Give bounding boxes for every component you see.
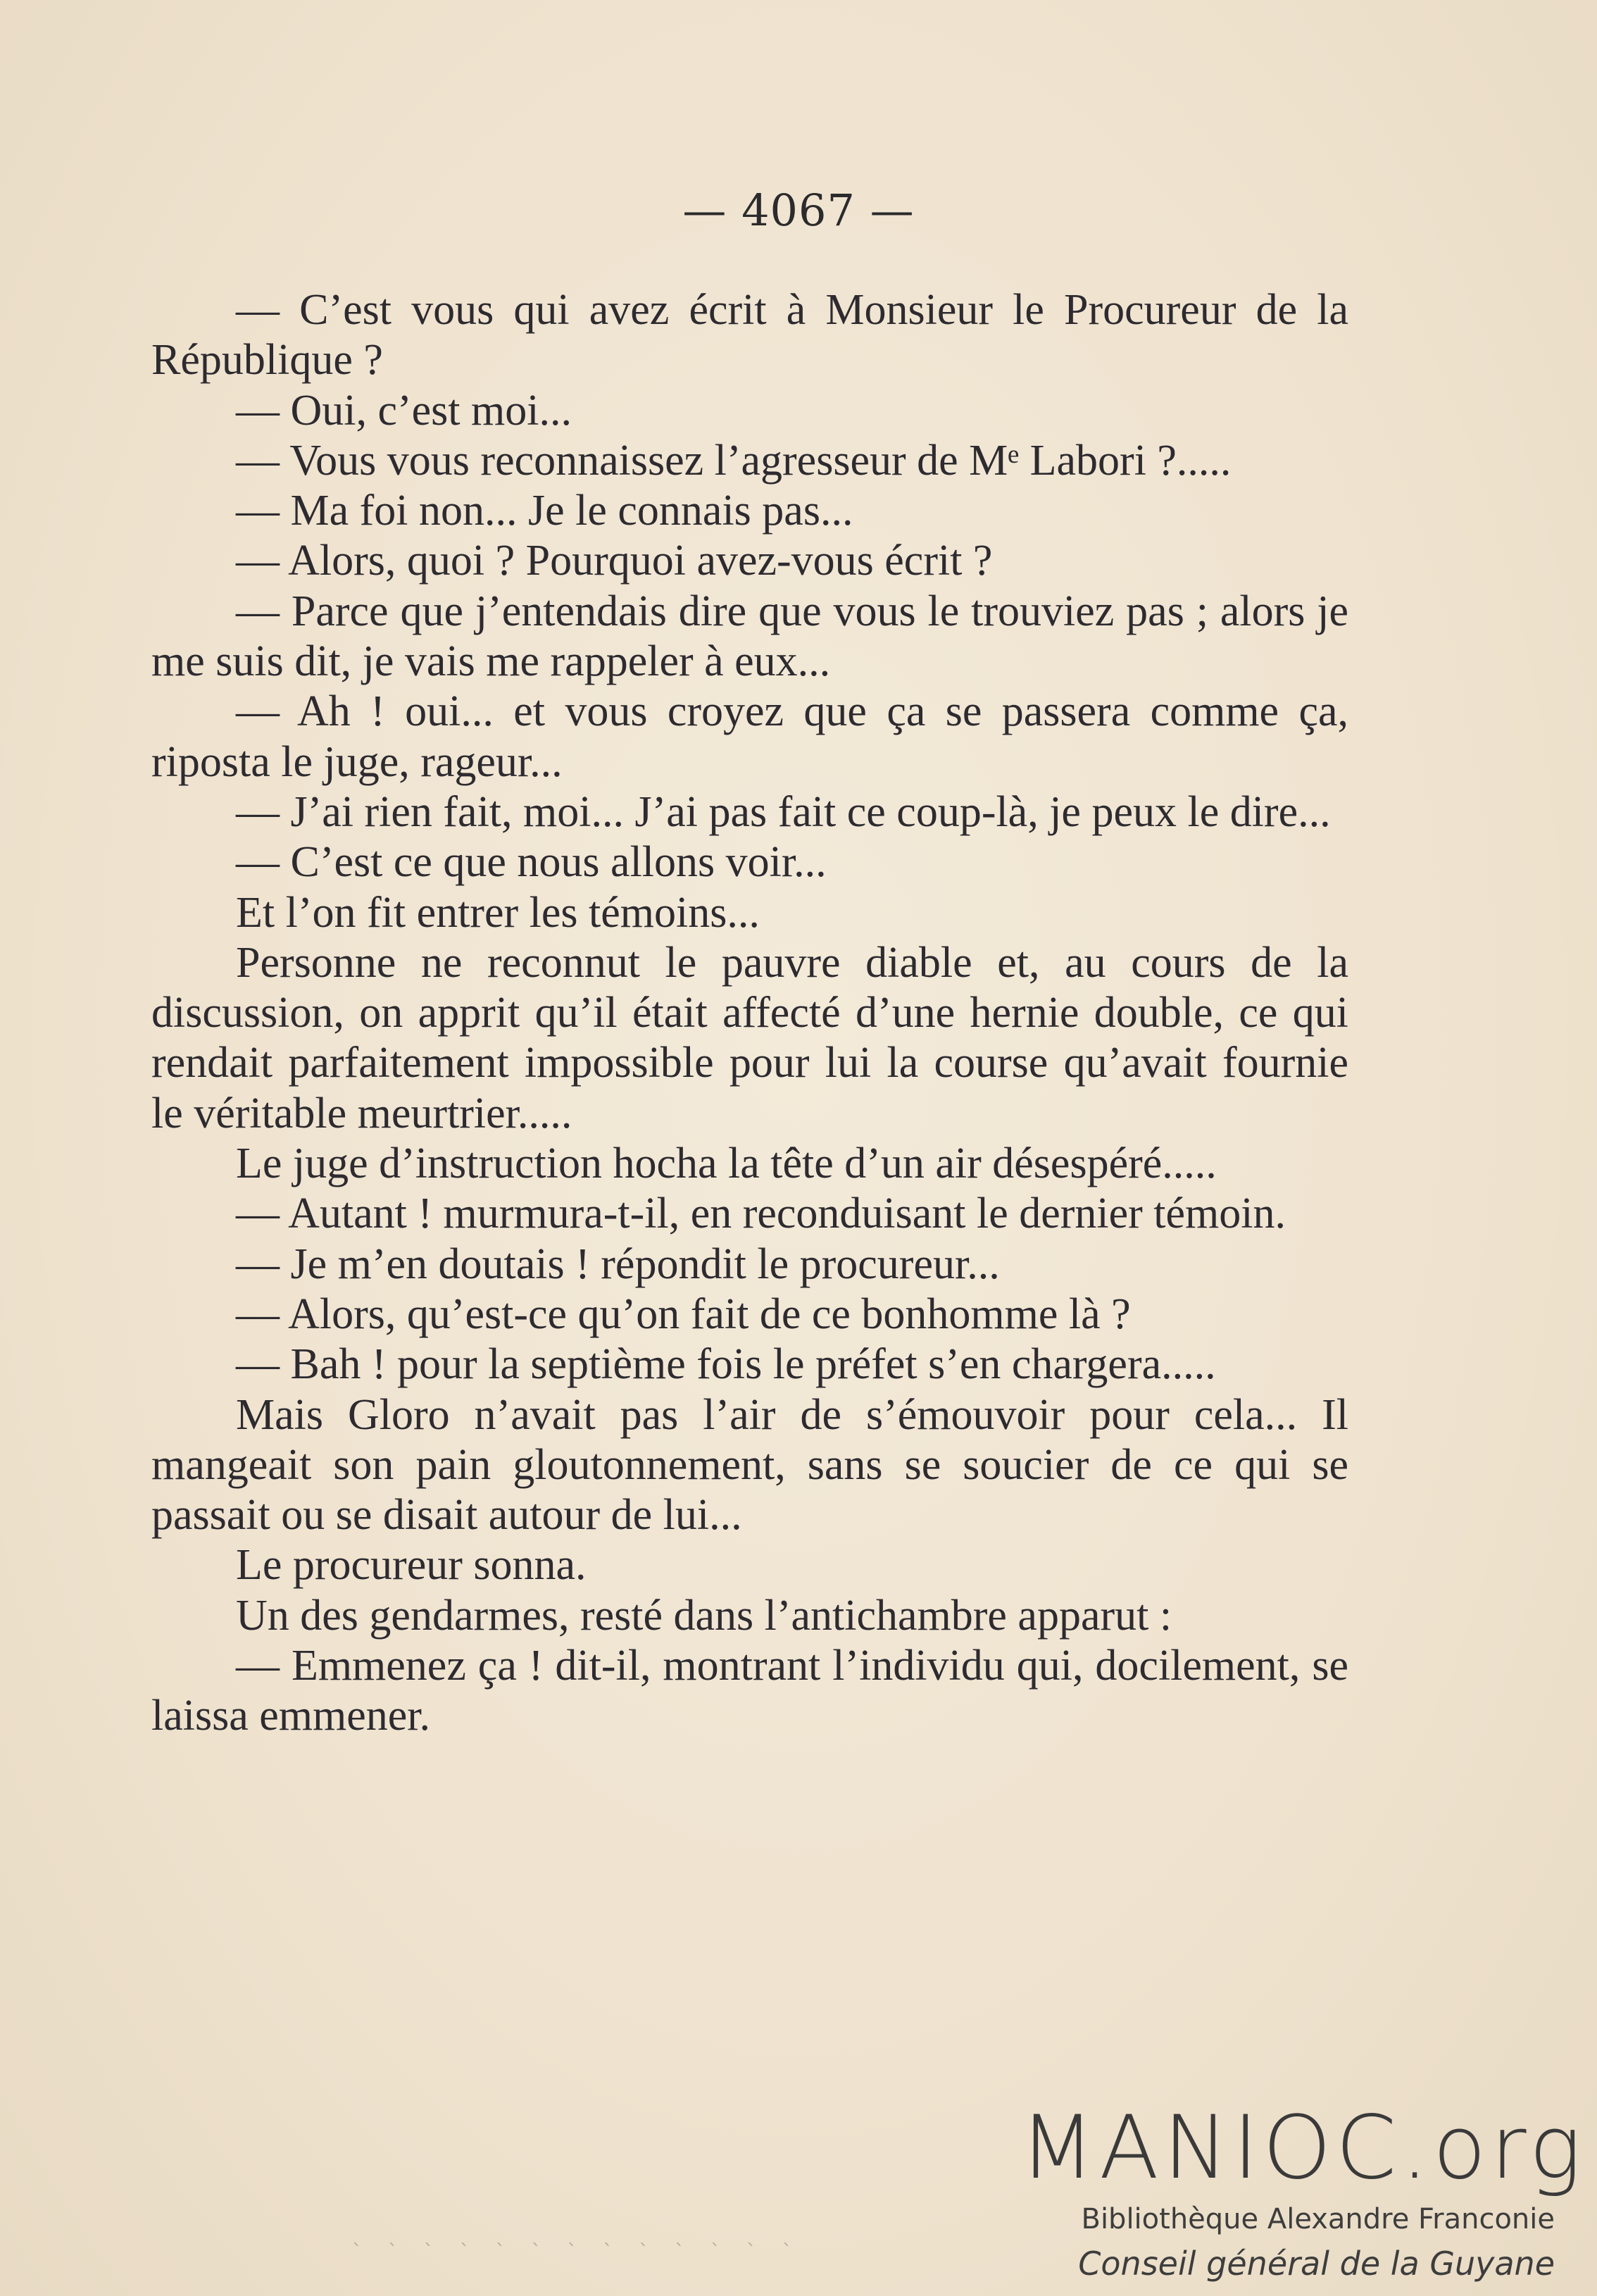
- paragraph: — Vous vous reconnaissez l’agresseur de Mᵉ Labori ?.....: [236, 436, 1232, 485]
- body-text: [151, 285, 1348, 1742]
- paragraph: Le juge d’instruction hocha la tête d’un air désespéré.....: [236, 1140, 1217, 1188]
- paragraph: Mais Gloro n’avait pas l’air de s’émouvoir pour cela... Il mangeait son pain gloutonnement, sans se soucier de ce qui se passait ou se disait autour de lui...: [151, 1390, 1348, 1540]
- paragraph: — Bah ! pour la septième fois le préfet s’en chargera.....: [236, 1340, 1216, 1389]
- paragraph: — Ma foi non... Je le connais pas...: [236, 487, 853, 535]
- paragraph: — C’est vous qui avez écrit à Monsieur le Procureur de la République ?: [151, 286, 1348, 385]
- paragraph: — C’est ce que nous allons voir...: [236, 838, 827, 887]
- council-name: Conseil général de la Guyane: [1078, 2245, 1555, 2283]
- paragraph: — Alors, qu’est-ce qu’on fait de ce bonhomme là ?: [236, 1290, 1131, 1338]
- paragraph: Un des gendarmes, resté dans l’antichambre apparut :: [236, 1591, 1172, 1640]
- bleed-through-marks: ` ` ` ` ` ` ` ` ` ` ` ` `: [352, 2240, 802, 2263]
- page-number: — 4067 —: [682, 185, 915, 236]
- paragraph: — Parce que j’entendais dire que vous le trouviez pas ; alors je me suis dit, je vais me rappeler à eux...: [151, 587, 1348, 686]
- manioc-logo: MANIOC.org: [1020, 2097, 1586, 2199]
- paragraph: — J’ai rien fait, moi... J’ai pas fait ce coup-là, je peux le dire...: [236, 787, 1331, 836]
- library-name: Bibliothèque Alexandre Franconie: [1081, 2203, 1555, 2235]
- paragraph: — Ah ! oui... et vous croyez que ça se passera comme ça, riposta le juge, rageur...: [151, 687, 1348, 786]
- paragraph: — Je m’en doutais ! répondit le procureur...: [236, 1240, 1000, 1288]
- paragraph: — Autant ! murmura-t-il, en reconduisant le dernier témoin.: [236, 1190, 1286, 1238]
- paragraph: — Oui, c’est moi...: [236, 386, 572, 435]
- paragraph: Personne ne reconnut le pauvre diable et, au cours de la discussion, on apprit qu’il était affecté d’une hernie double, ce qui rendait parfaitement impossible pour lui la course qu’avait fournie le véritable meurtrier.....: [151, 938, 1348, 1137]
- paragraph: — Alors, quoi ? Pourquoi avez-vous écrit ?: [236, 537, 993, 585]
- paragraph: — Emmenez ça ! dit-il, montrant l’individu qui, docilement, se laissa emmener.: [151, 1642, 1348, 1740]
- manioc-watermark: [1020, 2097, 1586, 2285]
- paragraph: Le procureur sonna.: [236, 1541, 587, 1590]
- paragraph: Et l’on fit entrer les témoins...: [236, 888, 760, 937]
